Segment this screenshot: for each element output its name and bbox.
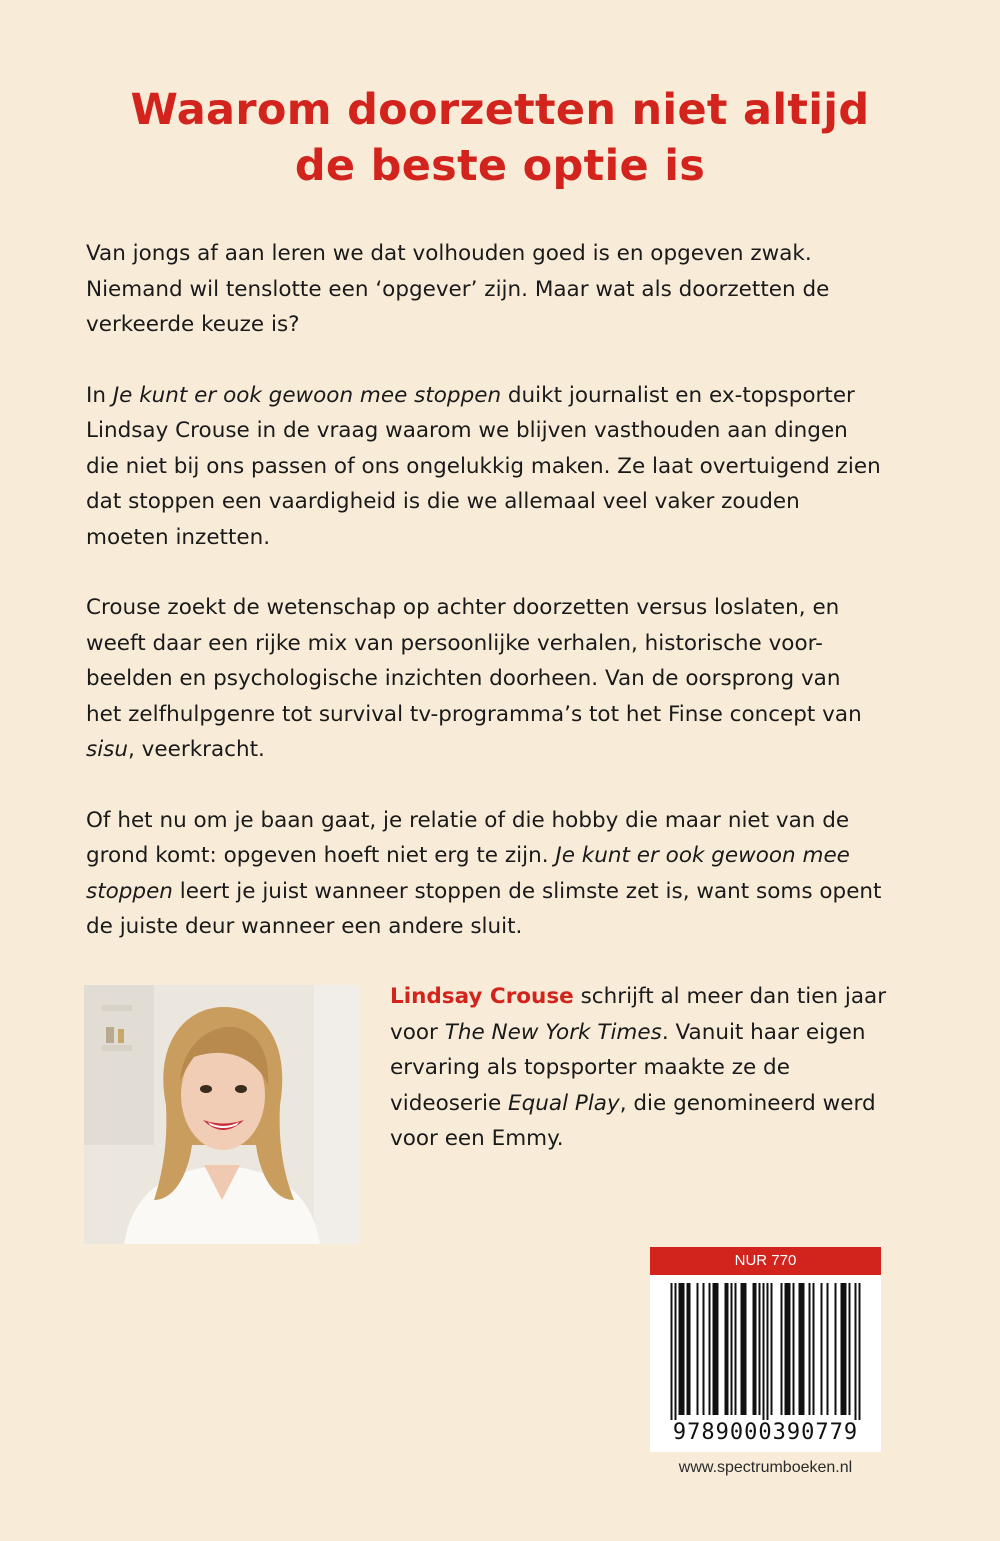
text-fragment: schrijft al meer dan tien jaar: [573, 984, 887, 1009]
author-name: Lindsay Crouse: [390, 984, 574, 1009]
barcode-bar: [803, 1283, 805, 1415]
barcode-bar: [703, 1283, 705, 1415]
series-name: Equal Play: [508, 1090, 620, 1116]
barcode-bar: [717, 1283, 719, 1415]
text-line: Crouse zoekt de wetenschap op achter doorzetten versus loslaten, en: [86, 595, 840, 620]
barcode-bar: [821, 1283, 823, 1415]
isbn-number: 9789000390779: [672, 1420, 859, 1445]
barcode-bar: [793, 1283, 795, 1415]
barcode-bar: [687, 1283, 689, 1415]
text-line: [86, 378, 936, 414]
barcode-bar: [753, 1283, 755, 1415]
text-line: [390, 1086, 930, 1122]
barcode-bar: [689, 1283, 691, 1415]
author-bio: [390, 979, 930, 1157]
barcode-bar: [785, 1283, 787, 1415]
publisher-website: www.spectrumboeken.nl: [678, 1459, 853, 1476]
barcode-bar: [671, 1283, 673, 1420]
book-title: Je kunt er ook gewoon mee stoppen: [112, 382, 502, 408]
text-line: [86, 874, 936, 910]
text-fragment: videoserie: [390, 1090, 509, 1116]
nur-label: NUR 770: [650, 1247, 881, 1275]
text-fragment: voor: [390, 1019, 445, 1045]
barcode-bar: [763, 1283, 765, 1420]
paragraph-2: [86, 378, 936, 556]
text-line: ervaring als topsporter maakte ze de: [390, 1055, 790, 1080]
book-title: stoppen: [86, 878, 173, 904]
text-line: het zelfhulpgenre tot survival tv-programma’s tot het Finse concept van: [86, 701, 862, 727]
barcode-bar: [789, 1283, 791, 1415]
text-line: [390, 979, 930, 1015]
barcode-bar: [771, 1283, 773, 1415]
newspaper-name: The New York Times: [444, 1019, 662, 1045]
text-line: Of het nu om je baan gaat, je relatie of die hobby die maar niet van de: [86, 807, 850, 833]
author-portrait-icon: [84, 985, 360, 1244]
paragraph-4: [86, 803, 936, 945]
barcode-bar: [801, 1283, 803, 1415]
text-fragment: , veerkracht.: [128, 737, 265, 762]
barcode-bar: [799, 1283, 801, 1415]
barcode-bar: [845, 1283, 847, 1415]
barcode-bar: [849, 1283, 851, 1415]
barcode-bar: [745, 1283, 747, 1415]
isbn-barcode: [650, 1275, 881, 1452]
headline: [60, 82, 940, 194]
barcode-bar: [781, 1283, 783, 1415]
text-line: Van jongs af aan leren we dat volhouden goed is en opgeven zwak.: [86, 241, 812, 266]
barcode-bar: [743, 1283, 745, 1415]
barcode-bar: [713, 1283, 715, 1415]
barcode-bar: [709, 1283, 711, 1415]
barcode-bar: [827, 1283, 829, 1415]
barcode-bar: [759, 1283, 761, 1415]
barcode-bar: [859, 1283, 861, 1420]
text-line: [86, 732, 936, 768]
text-line: die niet bij ons passen of ons ongelukkig maken. Ze laat overtuigend zien: [86, 453, 881, 479]
text-line: de juiste deur wanneer een andere sluit.: [86, 914, 523, 939]
barcode-bar: [731, 1283, 733, 1415]
barcode-icon: [650, 1275, 881, 1420]
barcode-bar: [697, 1283, 699, 1415]
barcode-bar: [683, 1283, 685, 1415]
text-fragment: grond komt: opgeven hoeft niet erg te zijn.: [86, 843, 556, 868]
barcode-bar: [715, 1283, 717, 1415]
text-line: Lindsay Crouse in de vraag waarom we blijven vasthouden aan dingen: [86, 418, 848, 443]
author-photo: [84, 985, 360, 1244]
barcode-bar: [725, 1283, 727, 1415]
barcode-bar: [855, 1283, 857, 1420]
text-fragment: . Vanuit haar eigen: [661, 1019, 866, 1045]
text-line: dat stoppen een vaardigheid is die we allemaal veel vaker zouden: [86, 489, 800, 514]
barcode-bar: [681, 1283, 683, 1415]
text-fragment: , die genomineerd werd: [619, 1090, 876, 1116]
text-line: beelden en psychologische inzichten doorheen. Van de oorsprong van: [86, 666, 841, 691]
barcode-bar: [675, 1283, 677, 1420]
barcode-bar: [787, 1283, 789, 1415]
text-line: verkeerde keuze is?: [86, 312, 300, 337]
barcode-bar: [755, 1283, 757, 1415]
barcode-bar: [843, 1283, 845, 1415]
text-fragment: leert je juist wanneer stoppen de slimste zet is, want soms opent: [172, 878, 882, 904]
paragraph-3: [86, 590, 936, 768]
blurb-text: [86, 236, 936, 980]
barcode-bar: [727, 1283, 729, 1415]
barcode-bar: [735, 1283, 737, 1415]
text-line: [86, 838, 936, 874]
barcode-bar: [741, 1283, 743, 1415]
text-line: [390, 1015, 930, 1051]
barcode-bar: [813, 1283, 815, 1415]
text-fragment: In: [86, 382, 113, 408]
italic-term: sisu: [86, 737, 129, 762]
headline-line-1: Waarom doorzetten niet altijd: [130, 85, 870, 135]
barcode-bar: [767, 1283, 769, 1420]
text-line: moeten inzetten.: [86, 524, 271, 550]
barcode-bar: [679, 1283, 681, 1415]
barcode-bar: [835, 1283, 837, 1415]
barcode-bar: [809, 1283, 811, 1415]
text-line: weeft daar een rijke mix van persoonlijke verhalen, historische voor-: [86, 630, 823, 656]
text-fragment: duikt journalist en ex-topsporter: [501, 382, 855, 408]
book-title: Je kunt er ook gewoon mee: [555, 843, 850, 868]
paragraph-1: [86, 236, 936, 343]
text-line: Niemand wil tenslotte een ‘opgever’ zijn. Maar wat als doorzetten de: [86, 276, 830, 302]
barcode-bar: [841, 1283, 843, 1415]
text-line: voor een Emmy.: [390, 1126, 564, 1151]
headline-line-2: de beste optie is: [294, 141, 706, 191]
